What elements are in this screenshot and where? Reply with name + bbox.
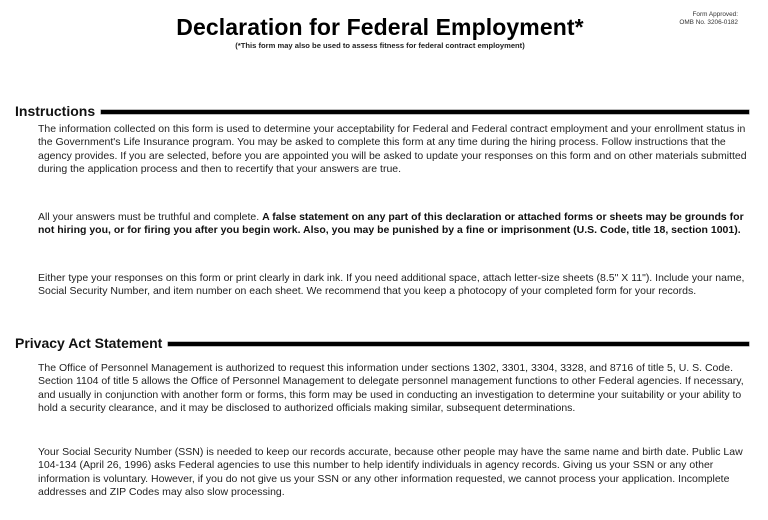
instructions-heading <box>15 103 749 119</box>
privacy-act-paragraph-1: The Office of Personnel Management is authorized to request this information under sections 1302, 3301, 3304, 3328, and 8716 of title 5, U. S. Code. Section 1104 of title 5 allows the Office of Personnel Management to delegate personnel management functions to other Federal agencies. If necessary, and usually in conjunction with another form or forms, this form may be used in conducting an investigation to determine your suitability or your ability to hold a security clearance, and it may be disclosed to authorized officials making similar, subsequent determinations. <box>38 362 744 414</box>
privacy-act-heading-label: Privacy Act Statement <box>15 335 163 351</box>
instructions-paragraph-2-plain: All your answers must be truthful and complete. <box>38 211 263 223</box>
privacy-act-heading <box>15 335 749 351</box>
instructions-paragraph-2 <box>38 211 754 238</box>
false-statement-warning: A false statement on any part of this declaration or attached forms or sheets may be grounds for not hiring you, or for firing you after you begin work. Also, you may be punished by a fine or imprisonment (U.S. Code, title 18, section 1001). <box>38 211 744 237</box>
omb-approval-block <box>679 11 738 27</box>
omb-number: OMB No. 3206-0182 <box>679 19 738 26</box>
page-title: Declaration for Federal Employment* <box>176 14 584 40</box>
section-divider-rule <box>101 110 749 114</box>
form-approved-label: Form Approved: <box>692 11 738 18</box>
instructions-paragraph-1: The information collected on this form is used to determine your acceptability for Federal and Federal contract employment and your enrollment status in the Government's Life Insurance program. You may be asked to complete this form at any time during the hiring process. Follow instructions that the agency provides. If you are selected, before you are appointed you will be asked to update your responses on this form and on other materials submitted during the application process and then to recertify that your answers are true. <box>38 123 747 175</box>
instructions-paragraph-3: Either type your responses on this form or print clearly in dark ink. If you need additional space, attach letter-size sheets (8.5" X 11"). Include your name, Social Security Number, and item number on each sheet. We recommend that you keep a photocopy of your completed form for your records. <box>38 272 745 298</box>
privacy-act-paragraph-2: Your Social Security Number (SSN) is needed to keep our records accurate, because other people may have the same name and birth date. Public Law 104-134 (April 26, 1996) asks Federal agencies to use this number to help identify individuals in agency records. Giving us your SSN or any other information is voluntary. However, if you do not give us your SSN or any other information requested, we cannot process your application. Incomplete addresses and ZIP Codes may also slow processing. <box>38 446 743 498</box>
title-block <box>140 14 620 51</box>
instructions-heading-label: Instructions <box>15 103 96 119</box>
section-divider-rule <box>168 342 749 346</box>
page-subtitle: (*This form may also be used to assess fitness for federal contract employment) <box>235 41 525 50</box>
